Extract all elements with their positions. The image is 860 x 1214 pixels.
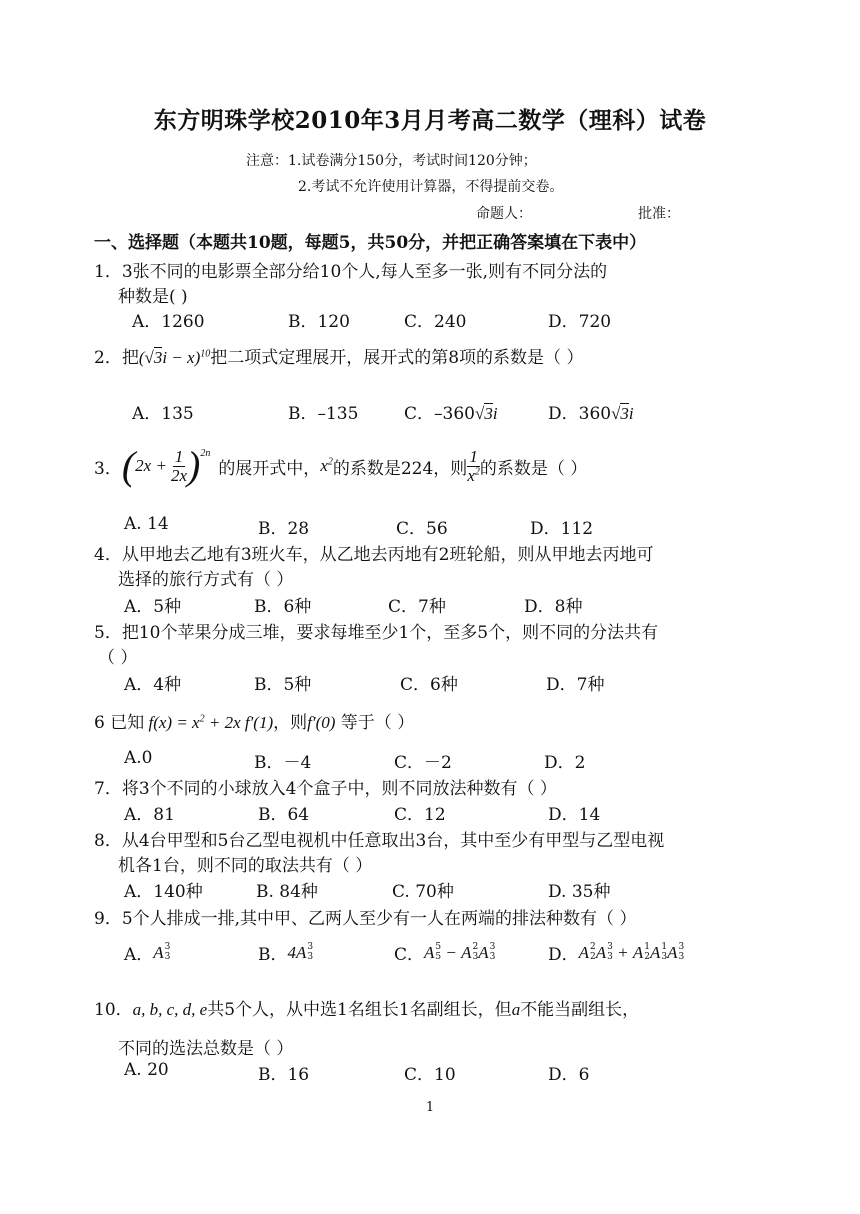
q7-option-a: A．81	[124, 805, 175, 825]
q10-prefix: 10．	[94, 1000, 133, 1020]
q2-option-c: C．–360√3i	[404, 404, 498, 424]
q10-a: a	[511, 1000, 521, 1019]
q8-option-c: C. 70种	[392, 882, 454, 902]
q3-option-d: D．112	[530, 519, 594, 539]
q5-option-d: D．7种	[546, 675, 605, 695]
note-line-1: 注意：1.试卷满分150分，考试时间120分钟；	[246, 153, 537, 169]
q10-option-a: A. 20	[124, 1060, 169, 1080]
q3-binomial: ( 2x + $\frac{1}{2x}$ ) 2n	[121, 443, 211, 488]
q4-option-d: D．8种	[524, 597, 583, 617]
q3-x-squared: $x^2$	[320, 456, 333, 475]
q2-suffix: 把二项式定理展开，展开式的第8项的系数是（ ）	[210, 348, 584, 368]
q3-option-a: A. 14	[124, 514, 169, 534]
question-5-line-1: 5．把10个苹果分成三堆，要求每堆至少1个，至多5个，则不同的分法共有	[94, 623, 659, 643]
q2-option-d: D．360√3i	[548, 404, 634, 424]
question-9: 9．5个人排成一排,其中甲、乙两人至少有一人在两端的排法种数有（ ）	[94, 909, 637, 929]
q6-prefix: 6 已知	[94, 713, 145, 733]
question-7: 7．将3个不同的小球放入4个盒子中，则不同放法种数有（ ）	[94, 779, 557, 799]
q3-prefix: 3．	[94, 458, 122, 479]
q8-option-b: B. 84种	[256, 882, 318, 902]
q1-option-d: D．720	[548, 312, 612, 332]
question-10-line-2: 不同的选法总数是（ ）	[118, 1039, 294, 1059]
question-1-line-1: 1．3张不同的电影票全部分给10个人,每人至多一张,则有不同分法的	[94, 262, 608, 282]
q9-option-b: B． 4A 3 3	[258, 942, 314, 965]
q3-suffix: 的系数是（ ）	[479, 458, 588, 479]
q10-people: a, b, c, d, e	[132, 1000, 208, 1019]
q6-option-d: D．2	[544, 753, 586, 773]
q8-option-d: D. 35种	[548, 882, 611, 902]
q7-option-c: C．12	[394, 805, 446, 825]
page-title: 东方明珠学校2010年3月月考高二数学（理科）试卷	[153, 107, 707, 134]
q1-option-a: A．1260	[132, 312, 205, 332]
q5-option-b: B．5种	[254, 675, 312, 695]
q7-option-d: D．14	[548, 805, 601, 825]
q2-formula: $(√3i - x)^{10}$	[138, 348, 211, 367]
q5-option-a: A．4种	[124, 675, 182, 695]
q6-derivative: f′(0)	[307, 713, 336, 732]
question-8-line-1: 8．从4台甲型和5台乙型电视机中任意取出3台，其中至少有甲型与乙型电视	[94, 831, 665, 851]
q10-suffix: 不能当副组长，	[520, 1000, 640, 1020]
question-4-line-2: 选择的旅行方式有（ ）	[118, 570, 294, 590]
q10-mid: 共5个人，从中选1名组长1名副组长，但	[207, 1000, 512, 1020]
note-line-2: 2.考试不允许使用计算器，不得提前交卷。	[298, 179, 564, 195]
q1-option-c: C．240	[404, 312, 467, 332]
q4-option-a: A．5种	[124, 597, 182, 617]
q6-option-a: A.0	[124, 748, 153, 768]
q9-option-c: C． A 5 5 − A 2 3 A 3 3	[394, 942, 496, 965]
q6-suffix: 等于（ ）	[335, 713, 415, 733]
q3-option-c: C．56	[396, 519, 448, 539]
question-1-line-2: 种数是( )	[118, 287, 188, 307]
q3-mid1: 的展开式中，	[218, 458, 321, 479]
q6-option-c: C．－2	[394, 753, 452, 773]
q3-mid2: 的系数是224，则	[332, 458, 468, 479]
q2-option-b: B．–135	[288, 404, 359, 424]
question-8-line-2: 机各1台，则不同的取法共有（ ）	[118, 856, 373, 876]
approver-label: 批准：	[638, 206, 680, 222]
q3-inverse-x-squared: $\frac{1}{x^2}$	[467, 446, 480, 485]
section-heading: 一、选择题（本题共10题，每题5，共50分，并把正确答案填在下表中）	[94, 233, 647, 253]
question-10-line-1	[94, 995, 639, 1020]
q2-prefix: 2．把	[94, 348, 139, 368]
question-6	[94, 708, 414, 733]
q9-option-a: A． A 3 3	[124, 942, 171, 965]
q4-option-c: C．7种	[388, 597, 446, 617]
question-2	[94, 343, 583, 368]
q8-option-a: A．140种	[124, 882, 203, 902]
q6-mid: ，则	[273, 713, 308, 733]
question-3	[94, 443, 588, 488]
q9-option-d: D． A 2 2 A 3 3 + A 1 2 A 1 3 A 3 3	[548, 942, 685, 965]
question-5-line-2: （ ）	[98, 648, 138, 668]
q6-option-b: B．－4	[254, 753, 312, 773]
q5-option-c: C．6种	[400, 675, 458, 695]
q2-option-a: A．135	[132, 404, 194, 424]
q10-option-c: C．10	[404, 1065, 456, 1085]
question-4-line-1: 4．从甲地去乙地有3班火车，从乙地去丙地有2班轮船，则从甲地去丙地可	[94, 545, 654, 565]
q3-option-b: B．28	[258, 519, 310, 539]
setter-label: 命题人：	[476, 206, 532, 222]
q1-option-b: B．120	[288, 312, 350, 332]
q10-option-d: D．6	[548, 1065, 590, 1085]
q6-function: $f(x) = x^2 + 2x$ f′(1)	[144, 713, 274, 732]
q7-option-b: B．64	[258, 805, 310, 825]
page-number: 1	[425, 1100, 435, 1115]
q4-option-b: B．6种	[254, 597, 312, 617]
q10-option-b: B．16	[258, 1065, 310, 1085]
